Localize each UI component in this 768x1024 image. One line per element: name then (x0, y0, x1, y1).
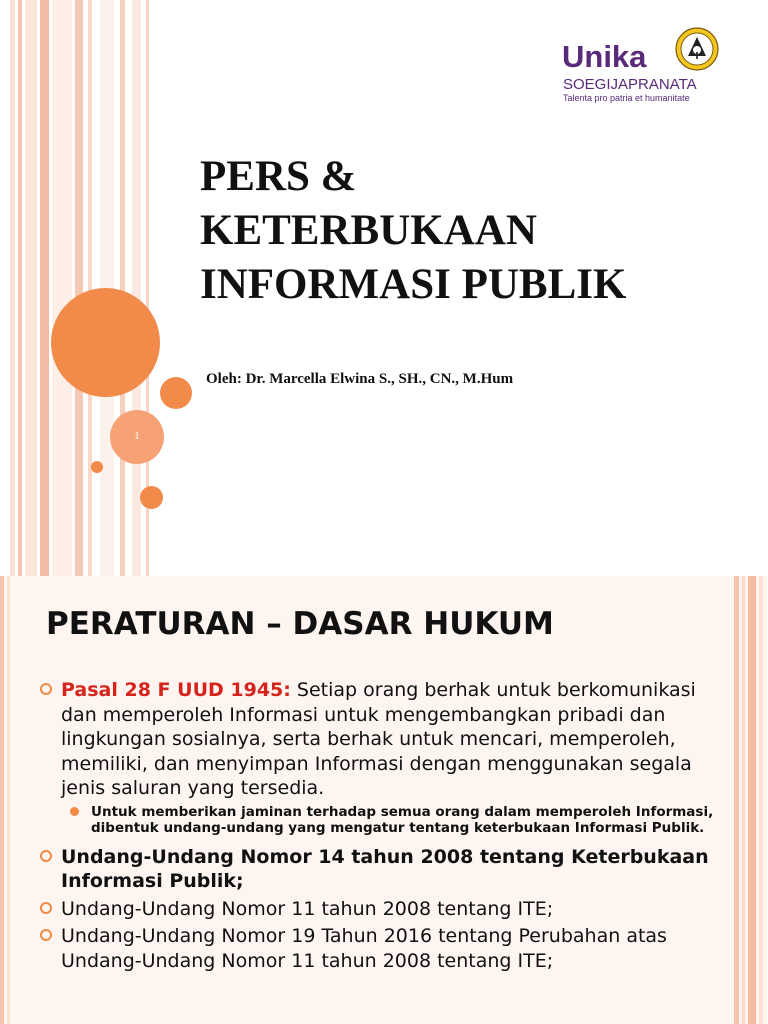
bullet-ring-icon (40, 850, 52, 862)
list-item (38, 897, 718, 922)
pasal-reference: Pasal 28 F UUD 1945: (61, 679, 291, 701)
list-item (38, 924, 718, 973)
list-item (38, 845, 718, 894)
decorative-circle-small (140, 486, 163, 509)
title-line: INFORMASI PUBLIK (200, 261, 627, 308)
decorative-circle-large (51, 288, 160, 397)
list-item-text: Undang-Undang Nomor 19 Tahun 2016 tentang Perubahan atas Undang-Undang Nomor 11 tahun 2008 tentang ITE; (61, 925, 667, 972)
bullet-ring-icon (40, 902, 52, 914)
slide-number: 1 (134, 430, 140, 442)
sub-list-item (38, 804, 718, 837)
bullet-ring-icon (40, 929, 52, 941)
slide-title (200, 150, 626, 312)
unika-logo (562, 26, 722, 106)
university-seal-icon (674, 26, 720, 72)
content-slide (0, 576, 768, 1024)
bullet-dot-icon (70, 807, 79, 816)
bullet-list (38, 678, 718, 976)
list-item-text: Undang-Undang Nomor 11 tahun 2008 tentang ITE; (61, 897, 554, 920)
sub-item-text: Untuk memberikan jaminan terhadap semua orang dalam memperoleh Informasi, dibentuk undang-undang yang mengatur tentang keterbukaan Informasi Publik. (91, 803, 714, 836)
decorative-circle-small (160, 377, 192, 409)
logo-tagline: Talenta pro patria et humanitate (563, 93, 690, 103)
bullet-ring-icon (40, 683, 52, 695)
list-item-text: Undang-Undang Nomor 14 tahun 2008 tentang Keterbukaan Informasi Publik; (61, 845, 709, 892)
decorative-dot (91, 461, 103, 473)
logo-wordmark: Unika (562, 39, 647, 74)
slide-title: PERATURAN – DASAR HUKUM (46, 606, 554, 642)
list-item (38, 678, 718, 801)
title-line: PERS & (200, 153, 357, 200)
decorative-stripes (0, 0, 160, 576)
author-byline: Oleh: Dr. Marcella Elwina S., SH., CN., M.Hum (206, 371, 514, 387)
list-item-text: Setiap orang berhak untuk berkomunikasi dan memperoleh Informasi untuk mengembangkan pribadi dan lingkungan sosialnya, serta berhak untuk mencari, memperoleh, memiliki, dan menyimpan Informasi dengan menggunakan segala jenis saluran yang tersedia. (61, 679, 696, 799)
title-line: KETERBUKAAN (200, 207, 537, 254)
logo-subtitle: SOEGIJAPRANATA (563, 76, 697, 93)
